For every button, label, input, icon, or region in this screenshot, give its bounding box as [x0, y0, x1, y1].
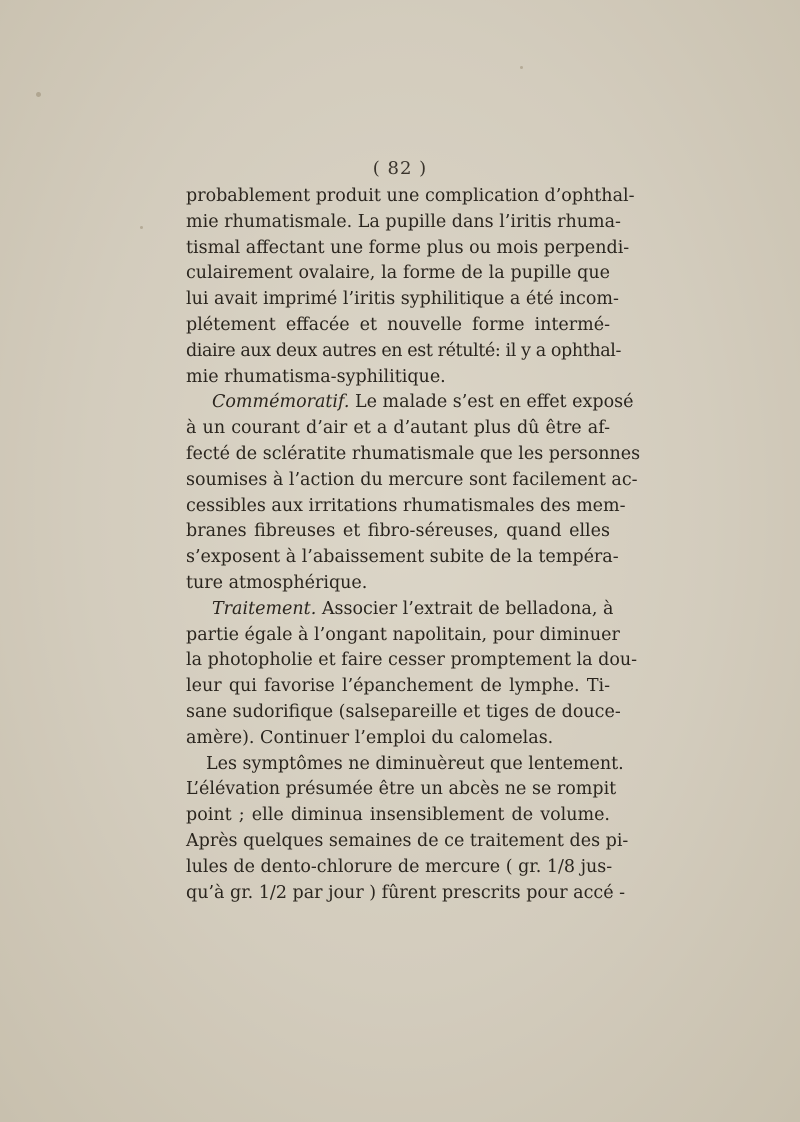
text-line: plétement effacée et nouvelle forme intermé-	[186, 314, 610, 335]
text-line: tismal affectant une forme plus ou mois perpendi-	[186, 237, 630, 258]
body-text	[186, 184, 641, 906]
text-line: soumises à l’action du mercure sont facilement ac-	[186, 469, 638, 490]
foxing-spot	[140, 226, 143, 229]
text-line: fecté de sclératite rhumatismale que les personnes	[186, 443, 641, 464]
text-line: point ; elle diminua insensiblement de volume.	[186, 805, 610, 826]
text-line: culairement ovalaire, la forme de la pupille que	[186, 263, 610, 284]
text-line: cessibles aux irritations rhumatismales des mem-	[186, 495, 626, 516]
text-line: diaire aux deux autres en est rétulté: il y a ophthal-	[186, 340, 621, 361]
text-fragment: Associer l’extrait de belladona, à	[316, 598, 614, 619]
text-line: Après quelques semaines de ce traitement des pi-	[186, 830, 629, 851]
text-line: amère). Continuer l’emploi du calomelas.	[186, 727, 554, 748]
text-line	[186, 390, 634, 416]
foxing-spot	[520, 66, 523, 69]
text-line: mie rhumatisma-syphilitique.	[186, 366, 446, 387]
text-line: probablement produit une complication d’ophthal-	[186, 186, 635, 206]
text-line: la photopholie et faire cesser promptement la dou-	[186, 650, 638, 671]
page-number: ( 82 )	[372, 158, 428, 179]
text-line: L’élévation présumée être un abcès ne se rompit	[186, 779, 617, 800]
text-fragment: Le malade s’est en effet exposé	[349, 392, 634, 413]
text-line: lui avait imprimé l’iritis syphilitique a été incom-	[186, 289, 619, 310]
text-line: branes fibreuses et fibro-séreuses, quand elles	[186, 521, 610, 542]
text-line: Les symptômes ne diminuèreut que lentement.	[206, 753, 624, 774]
text-line: à un courant d’air et a d’autant plus dû être af-	[186, 418, 610, 439]
paragraph-heading: Commémoratif.	[212, 392, 350, 413]
text-line: qu’à gr. 1/2 par jour ) fûrent prescrits pour accé -	[186, 882, 626, 903]
foxing-spot	[36, 92, 41, 97]
text-line: ture atmosphérique.	[186, 572, 368, 593]
text-line: leur qui favorise l’épanchement de lymphe. Ti-	[186, 676, 610, 697]
text-line: s’exposent à l’abaissement subite de la tempéra-	[186, 547, 619, 568]
text-line: mie rhumatismale. La pupille dans l’iritis rhuma-	[186, 211, 621, 232]
paragraph-heading: Traitement.	[212, 598, 317, 619]
text-line	[186, 597, 614, 623]
text-line: partie égale à l’ongant napolitain, pour diminuer	[186, 624, 620, 645]
text-line: sane sudorifique (salsepareille et tiges de douce-	[186, 701, 621, 722]
text-line: lules de dento-chlorure de mercure ( gr. 1/8 jus-	[186, 856, 613, 877]
